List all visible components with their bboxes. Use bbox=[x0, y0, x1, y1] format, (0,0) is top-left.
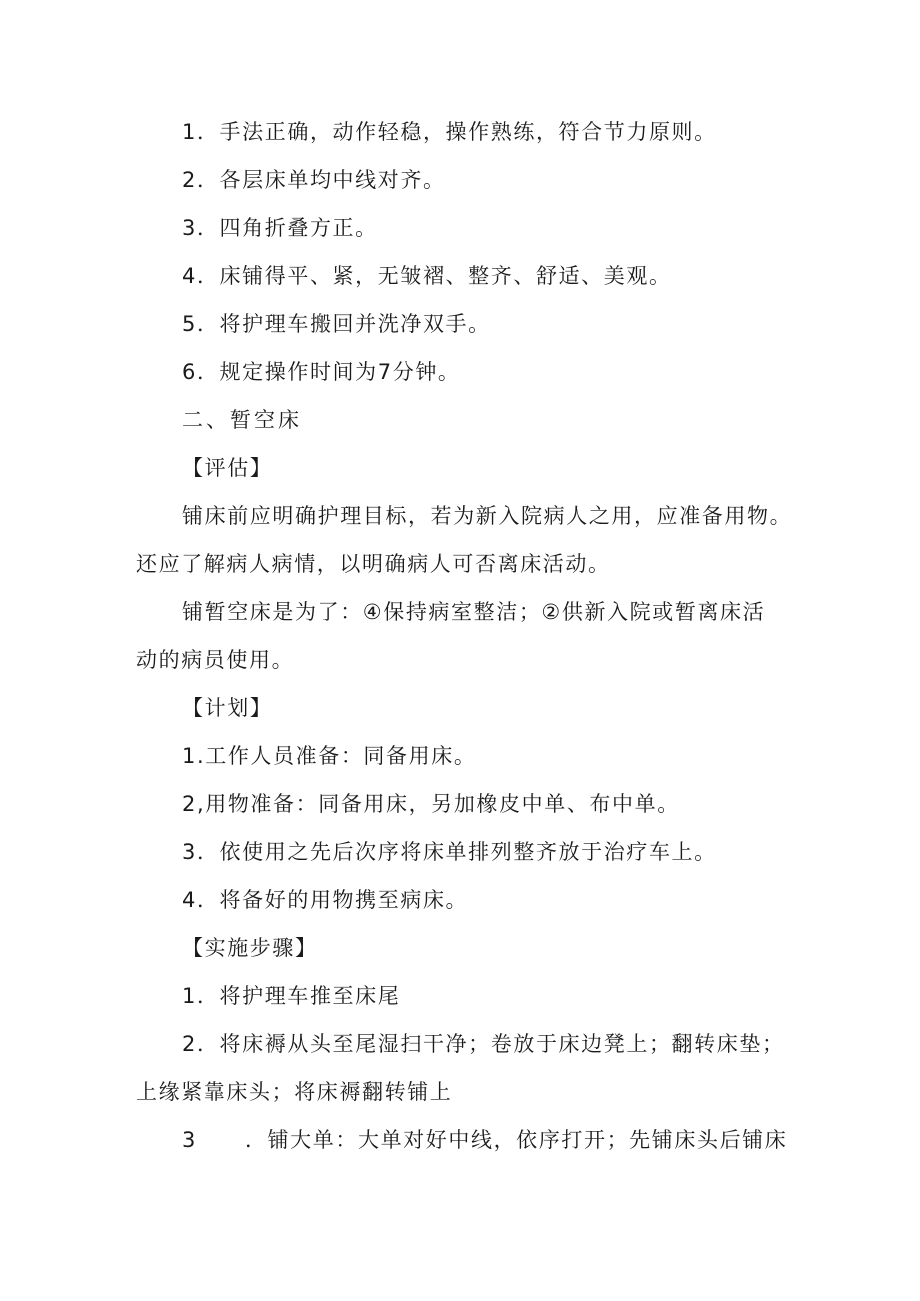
paragraph-12: 4．将备好的用物携至病床。 bbox=[182, 888, 469, 912]
paragraph-15-number: 3 bbox=[182, 1128, 197, 1152]
paragraph-2: 2．各层床单均中线对齐。 bbox=[182, 168, 446, 192]
paragraph-9: 1.工作人员准备：同备用床。 bbox=[182, 744, 477, 768]
paragraph-15 bbox=[182, 1126, 787, 1154]
paragraph-8-line-1: 铺暂空床是为了：④保持病室整洁；②供新入院或暂离床活 bbox=[182, 600, 766, 624]
subheading-steps: 【实施步骤】 bbox=[182, 936, 318, 960]
paragraph-15-text: ．铺大单：大单对好中线，依序打开；先铺床头后铺床 bbox=[244, 1128, 788, 1152]
paragraph-1: 1．手法正确，动作轻稳，操作熟练，符合节力原则。 bbox=[182, 120, 717, 144]
paragraph-6: 6．规定操作时间为7分钟。 bbox=[182, 360, 461, 384]
paragraph-10: 2,用物准备：同备用床，另加橡皮中单、布中单。 bbox=[182, 792, 680, 816]
paragraph-3: 3．四角折叠方正。 bbox=[182, 216, 378, 240]
paragraph-14-line-2: 上缘紧靠床头；将床褥翻转铺上 bbox=[136, 1080, 453, 1104]
paragraph-8-line-2: 动的病员使用。 bbox=[136, 648, 295, 672]
paragraph-4: 4．床铺得平、紧，无皱褶、整齐、舒适、美观。 bbox=[182, 264, 672, 288]
paragraph-11: 3．依使用之先后次序将床单排列整齐放于治疗车上。 bbox=[182, 840, 717, 864]
paragraph-5: 5．将护理车搬回并洗净双手。 bbox=[182, 312, 491, 336]
paragraph-14-line-1: 2．将床褥从头至尾湿扫干净；卷放于床边凳上；翻转床垫； bbox=[182, 1032, 785, 1056]
paragraph-7-line-2: 还应了解病人病情，以明确病人可否离床活动。 bbox=[136, 552, 611, 576]
subheading-plan: 【计划】 bbox=[182, 696, 273, 720]
subheading-assessment: 【评估】 bbox=[182, 456, 273, 480]
section-heading: 二、暂空床 bbox=[182, 408, 302, 432]
paragraph-13: 1．将护理车推至床尾 bbox=[182, 984, 401, 1008]
paragraph-7-line-1: 铺床前应明确护理目标，若为新入院病人之用，应准备用物。 bbox=[182, 504, 793, 528]
